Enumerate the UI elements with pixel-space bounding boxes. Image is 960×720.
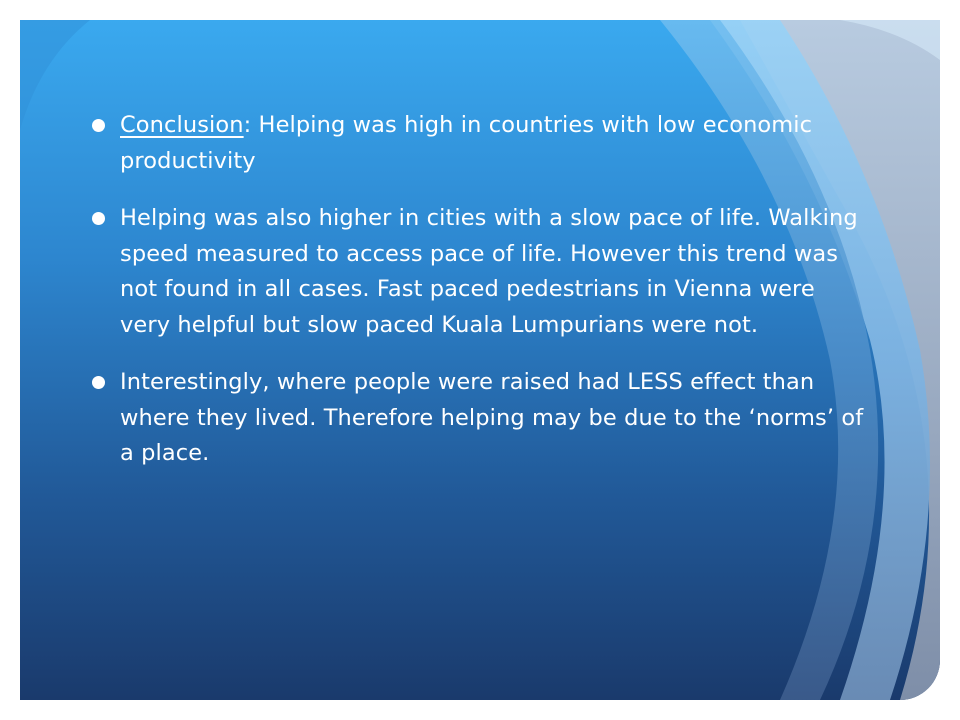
bullet-dot-icon	[92, 119, 105, 132]
bullet-text: Interestingly, where people were raised had LESS effect than where they lived. Therefore helping may be due to the ‘norms’ of a place.	[120, 369, 864, 466]
bullet-dot-icon	[92, 212, 105, 225]
slide-content	[20, 20, 940, 700]
bullet-text: Helping was also higher in cities with a slow pace of life. Walking speed measured to access pace of life. However this trend was not found in all cases. Fast paced pedestrians in Vienna were very helpful but slow paced Kuala Lumpurians were not.	[120, 205, 858, 338]
conclusion-label: Conclusion	[120, 112, 244, 138]
bullet-item-pace-of-life	[92, 201, 872, 343]
bullet-item-conclusion	[92, 108, 872, 179]
bullet-dot-icon	[92, 376, 105, 389]
slide	[20, 20, 940, 700]
bullet-list	[92, 108, 872, 494]
bullet-text: : Helping was high in countries with low economic productivity	[120, 112, 813, 174]
bullet-item-norms	[92, 365, 872, 472]
